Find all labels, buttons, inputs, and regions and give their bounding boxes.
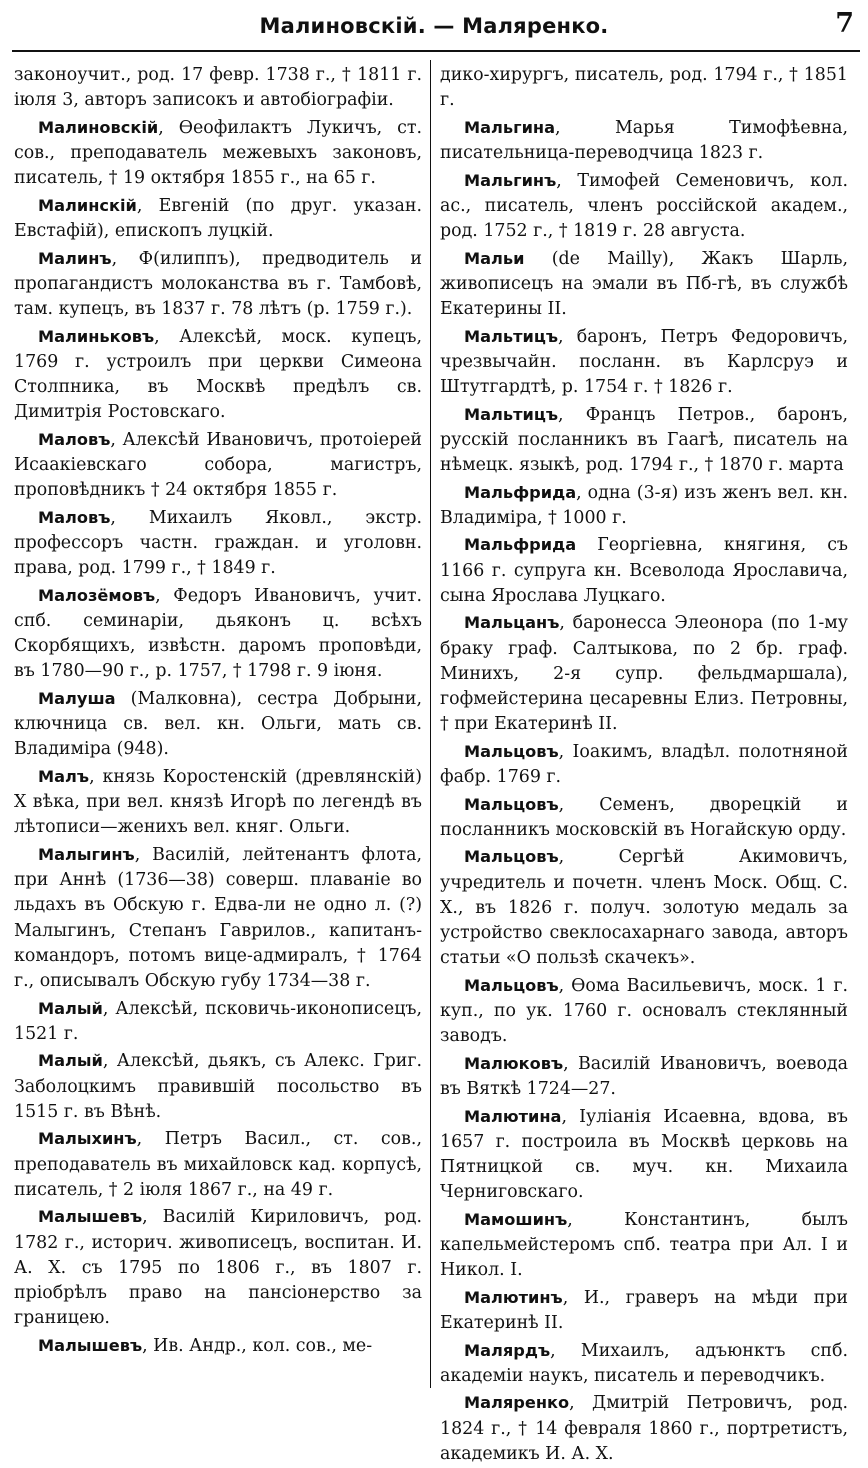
entry-headword: Малыгинъ (38, 845, 135, 864)
entry-text: законоучит., род. 17 февр. 1738 г., † 1811 г. іюля 3, авторъ записокъ и автобіографіи. (14, 65, 422, 111)
dictionary-entry (440, 1104, 848, 1206)
entry-text: , Василій Ивановичъ, воевода въ Вяткѣ 1724—27. (440, 1053, 848, 1099)
dictionary-entry (440, 480, 848, 531)
entry-headword: Мальфрида (464, 482, 577, 502)
dictionary-entry (440, 1338, 848, 1389)
dictionary-entry (14, 842, 422, 994)
entry-text: , Константинъ, былъ капельмейстеромъ спб. театра при Ал. I и Никол. I. (440, 1209, 848, 1281)
dictionary-entry (440, 402, 848, 479)
entry-text: , Василій Кириловичъ, род. 1782 г., историч. живописецъ, воспитан. И. А. Х. съ 1795 по 1806 г., въ 1807 г. пріобрѣлъ право на пансіонерство за границею. (14, 1207, 422, 1329)
dictionary-entry (14, 193, 422, 244)
entry-text: , Михаилъ, адъюнктъ спб. академіи наукъ, писатель и переводчикъ. (440, 1340, 848, 1386)
entry-headword: Малъ (38, 767, 90, 786)
entry-headword: Мальгина (464, 117, 556, 137)
dictionary-entry (14, 246, 422, 323)
entry-headword: Малышевъ (38, 1207, 143, 1227)
entry-text: , Алексѣй, дьякъ, съ Алекс. Григ. Заболоцкимъ правившій посольство въ 1515 г. въ Вѣнѣ. (14, 1051, 422, 1122)
entry-headword: Малыхинъ (38, 1129, 137, 1149)
entry-headword: Мальцанъ (464, 613, 560, 633)
dictionary-entry (440, 532, 848, 609)
entry-text: Георгіевна, княгиня, съ 1166 г. супруга кн. Всеволода Ярославича, сына Ярослава Луцкаго. (440, 535, 848, 606)
right-column (440, 62, 848, 1468)
entry-headword: Мальфрида (464, 535, 577, 555)
entry-text: , Іуліанія Исаевна, вдова, въ 1657 г. построила въ Москвѣ церковь на Пятницкой св. муч. кн. Михаила Черниговскаго. (440, 1106, 848, 1203)
entry-headword: Малинъ (38, 248, 112, 268)
dictionary-entry (440, 792, 848, 843)
entry-headword: Малозёмовъ (38, 585, 156, 605)
page-number: 7 (835, 8, 854, 39)
entry-text: , Өеофилактъ Лукичъ, ст. сов., преподаватель межевыхъ законовъ, писатель, † 19 октября 1855 г., на 65 г. (14, 117, 422, 189)
dictionary-entry (14, 1048, 422, 1125)
entry-headword: Маловъ (38, 507, 111, 527)
entry-text: , Евгеній (по друг. указан. Евстафій), епископъ луцкій. (14, 195, 422, 241)
entry-text: , Семенъ, дворецкій и посланникъ московскій въ Ногайскую орду. (440, 794, 848, 840)
dictionary-entry (440, 1390, 848, 1467)
entry-headword: Мальтицъ (464, 404, 559, 424)
entry-headword: Маляренко (464, 1393, 570, 1413)
entry-text: , Дмитрій Петровичъ, род. 1824 г., † 14 февраля 1860 г., портретистъ, академикъ И. А. Х. (440, 1393, 848, 1464)
dictionary-entry (14, 427, 422, 504)
entry-text: , Алексѣй, псковичь-иконописецъ, 1521 г. (14, 998, 422, 1044)
dictionary-entry (14, 1126, 422, 1203)
dictionary-entry (14, 505, 422, 582)
entry-headword: Маловъ (38, 429, 111, 449)
entry-text: , Өома Васильевичъ, моск. 1 г. куп., по ук. 1760 г. основалъ стеклянный заводъ. (440, 975, 848, 1047)
entry-text: , князь Коростенскій (древлянскій) X вѣка, при вел. князѣ Игорѣ по легендѣ въ лѣтописи—женихъ вел. княг. Ольги. (14, 767, 422, 838)
dictionary-entry (14, 686, 422, 763)
entry-text: , Алексѣй Ивановичъ, протоіерей Исаакіевскаго собора, магистръ, проповѣдникъ † 24 октября 1855 г. (14, 429, 422, 501)
dictionary-entry (440, 610, 848, 737)
entry-headword: Малый (38, 1051, 103, 1071)
entry-text: , баронесса Элеонора (по 1-му браку граф. Салтыкова, по 2 бр. граф. Минихъ, 2-я супр. фельдмаршала), гофмейстерина цесаревны Елиз. Петровны, † при Екатеринѣ II. (440, 613, 848, 735)
entry-headword: Малютина (464, 1106, 562, 1126)
entry-headword: Малярдъ (464, 1340, 551, 1360)
dictionary-entry (440, 115, 848, 166)
entry-text: , Федоръ Ивановичъ, учит. спб. семинаріи, дьяконъ ц. всѣхъ Скорбящихъ, извѣстн. даромъ проповѣди, въ 1780—90 г., р. 1757, † 1798 г. 9 іюня. (14, 585, 422, 682)
dictionary-entry (440, 1285, 848, 1336)
column-divider (430, 60, 431, 1388)
dictionary-entry (14, 996, 422, 1047)
entry-headword: Малиньковъ (38, 326, 155, 346)
left-column (14, 62, 422, 1360)
entry-headword: Мальцовъ (464, 847, 559, 867)
dictionary-entry (440, 246, 848, 323)
entry-text: , Алексѣй, моск. купецъ, 1769 г. устроилъ при церкви Симеона Столпника, въ Москвѣ предѣлъ св. Димитрія Ростовскаго. (14, 326, 422, 423)
running-title: Малиновскій. — Маляренко. (259, 14, 609, 38)
dictionary-entry (14, 583, 422, 685)
dictionary-entry (14, 764, 422, 841)
dictionary-entry (440, 62, 848, 113)
entry-text: , Іоакимъ, владѣл. полотняной фабр. 1769 г. (440, 741, 848, 787)
entry-text: дико-хирургъ, писатель, род. 1794 г., † 1851 г. (440, 65, 848, 111)
entry-text: , Петръ Васил., ст. сов., преподаватель въ михайловск кад. корпусѣ, писатель, † 2 іюля 1867 г., на 49 г. (14, 1129, 422, 1200)
dictionary-entry (14, 115, 422, 192)
entry-headword: Малуша (38, 689, 116, 708)
entry-headword: Мальтицъ (464, 326, 559, 346)
dictionary-entry (14, 1333, 422, 1359)
dictionary-entry (440, 1051, 848, 1102)
entry-headword: Малинскій (38, 195, 137, 215)
page-header (0, 0, 868, 56)
entry-text: , Ив. Андр., кол. сов., ме- (142, 1335, 373, 1356)
entry-text: , Сергѣй Акимовичъ, учредитель и почетн. членъ Моск. Общ. С. Х., въ 1826 г. получ. золотую медаль за устройство свеклосахарнаго завода, авторъ статьи «О пользѣ скачекъ». (440, 847, 848, 969)
dictionary-entry (440, 844, 848, 971)
entry-text: , Тимофей Семеновичъ, кол. ас., писатель, членъ россійской академ., род. 1752 г., † 1819 г. 28 августа. (440, 170, 848, 241)
entry-headword: Малышевъ (38, 1335, 143, 1355)
entry-text: , Михаилъ Яковл., экстр. профессоръ частн. граждан. и уголовн. права, род. 1799 г., † 1849 г. (14, 507, 422, 579)
dictionary-entry (14, 62, 422, 113)
entry-text: , одна (3-я) изъ женъ вел. кн. Владиміра, † 1000 г. (440, 482, 848, 528)
entry-text: , Василій, лейтенантъ флота, при Аннѣ (1736—38) соверш. плаваніе во льдахъ въ Обскую г. Едва-ли не одно л. (?) Малыгинъ, Степанъ Гаврилов., капитанъ-командоръ, потомъ вице-адмиралъ, † 1764 г., описывалъ Обскую губу 1734—38 г. (14, 845, 422, 992)
dictionary-entry (440, 1207, 848, 1284)
entry-text: , Марья Тимофѣевна, писательница-переводчица 1823 г. (440, 117, 848, 163)
entry-headword: Мальи (464, 248, 525, 268)
entry-text: (Малковна), сестра Добрыни, ключница св. вел. кн. Ольги, мать св. Владиміра (948). (14, 689, 422, 760)
entry-text: (de Mailly), Жакъ Шарль, живописецъ на эмали въ Пб-гѣ, въ службѣ Екатерины II. (440, 248, 848, 319)
entry-headword: Мальцовъ (464, 794, 559, 814)
dictionary-entry (440, 168, 848, 245)
dictionary-entry (440, 739, 848, 790)
entry-headword: Мальцовъ (464, 741, 559, 761)
dictionary-entry (14, 324, 422, 426)
entry-headword: Мальгинъ (464, 170, 557, 190)
header-rule (12, 50, 860, 52)
entry-text: , И., граверъ на мѣди при Екатеринѣ II. (440, 1287, 848, 1333)
entry-text: , Ф(илиппъ), предводитель и пропагандистъ молоканства въ г. Тамбовѣ, там. купецъ, въ 1837 г. 78 лѣтъ (р. 1759 г.). (14, 248, 422, 319)
entry-headword: Малютинъ (464, 1287, 563, 1307)
entry-headword: Малиновскій (38, 117, 159, 137)
dictionary-entry (440, 324, 848, 401)
entry-headword: Малый (38, 998, 103, 1018)
dictionary-entry (14, 1204, 422, 1331)
entry-headword: Малюковъ (464, 1053, 564, 1073)
entry-text: , баронъ, Петръ Федоровичъ, чрезвычайн. посланн. въ Карлсруэ и Штутгардтѣ, р. 1754 г. † 1826 г. (440, 326, 848, 397)
entry-headword: Мамошинъ (464, 1209, 568, 1229)
entry-text: , Францъ Петров., баронъ, русскій посланникъ въ Гаагѣ, писатель на нѣмецк. языкѣ, род. 1794 г., † 1870 г. марта (440, 404, 848, 475)
dictionary-entry (440, 973, 848, 1050)
entry-headword: Мальцовъ (464, 975, 559, 995)
